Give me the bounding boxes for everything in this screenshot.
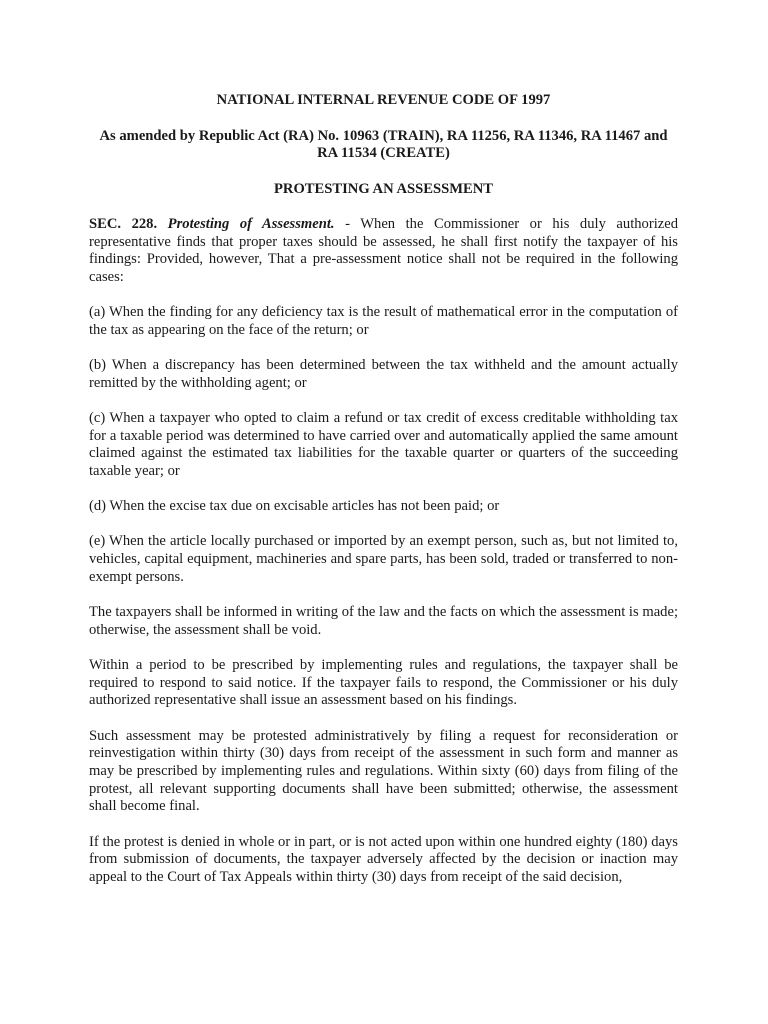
paragraph-c: (c) When a taxpayer who opted to claim a refund or tax credit of excess creditable withholding tax for a taxable period was determined to have carried over and automatically applied the same amount claimed against the estimated tax liabilities for the taxable quarter or quarters of the succeeding taxable year; or — [89, 409, 678, 480]
document-title: NATIONAL INTERNAL REVENUE CODE OF 1997 — [216, 92, 551, 108]
section-title: Protesting of Assessment. — [167, 215, 335, 232]
paragraph-d: (d) When the excise tax due on excisable articles has not been paid; or — [89, 498, 500, 515]
section-heading: PROTESTING AN ASSESSMENT — [274, 181, 493, 198]
paragraph-b: (b) When a discrepancy has been determined between the tax withheld and the amount actually remitted by the withholding agent; or — [89, 357, 678, 391]
section-intro-text: - When the Commissioner or his duly authorized representative finds that proper taxes should be assessed, he shall first notify the taxpayer of his findings: Provided, however, That a pre-assessment notice shall not be required in the following cases: — [89, 215, 679, 285]
document-subtitle: As amended by Republic Act (RA) No. 10963 (TRAIN), RA 11256, RA 11346, RA 11467 and RA 11534 (CREATE) — [99, 127, 668, 162]
paragraph-protest: Such assessment may be protested administratively by filing a request for reconsideration or reinvestigation within thirty (30) days from receipt of the assessment in such form and manner as may be prescribed by implementing rules and regulations. Within sixty (60) days from filing of the protest, all relevant supporting documents shall have been submitted; otherwise, the assessment shall become final. — [89, 727, 678, 815]
section-number: SEC. 228. — [89, 215, 158, 232]
section-intro-paragraph — [89, 216, 678, 287]
paragraph-informed: The taxpayers shall be informed in writing of the law and the facts on which the assessment is made; otherwise, the assessment shall be void. — [89, 604, 678, 638]
paragraph-appeal: If the protest is denied in whole or in part, or is not acted upon within one hundred eighty (180) days from submission of documents, the taxpayer adversely affected by the decision or inaction may appeal to the Court of Tax Appeals within thirty (30) days from receipt of the said decision, — [89, 833, 678, 885]
paragraph-respond: Within a period to be prescribed by implementing rules and regulations, the taxpayer shall be required to respond to said notice. If the taxpayer fails to respond, the Commissioner or his duly authorized representative shall issue an assessment based on his findings. — [89, 656, 678, 709]
document-page — [89, 92, 678, 904]
paragraph-e: (e) When the article locally purchased or imported by an exempt person, such as, but not limited to, vehicles, capital equipment, machineries and spare parts, has been sold, traded or transferred to non-exempt persons. — [89, 533, 678, 585]
paragraph-a: (a) When the finding for any deficiency tax is the result of mathematical error in the computation of the tax as appearing on the face of the return; or — [89, 304, 678, 338]
